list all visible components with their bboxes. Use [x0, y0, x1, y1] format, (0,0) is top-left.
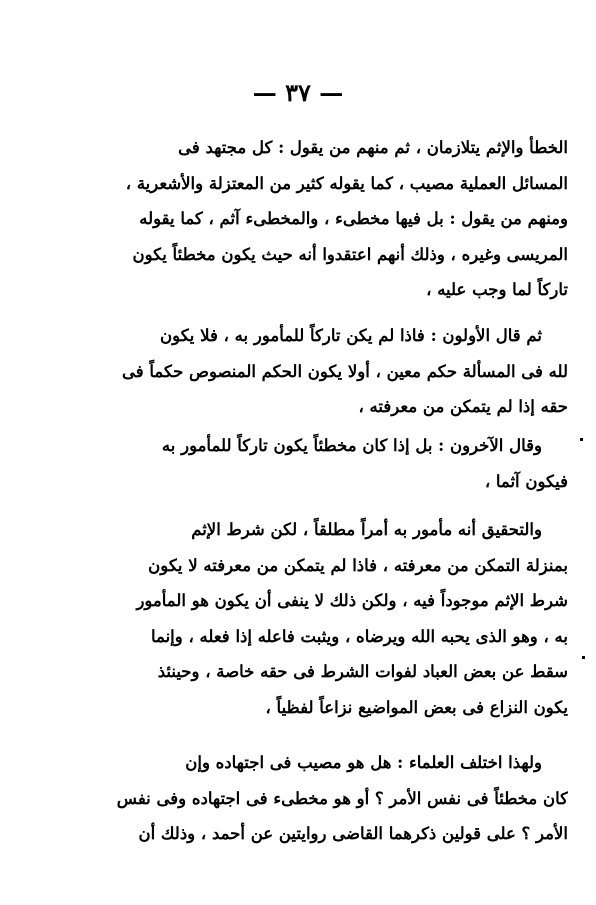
text-line: وقال الآخرون : بل إذا كان مخطئاً يكون تاركاً للمأمور به	[161, 436, 542, 455]
scan-speck	[580, 438, 583, 441]
paragraph-4	[28, 512, 568, 725]
text-line: كان مخطئاً فى نفس الأمر ؟ أو هو مخطىء فى اجتهاده وفى نفس	[116, 788, 568, 808]
text-line: بمنزلة التمكن من معرفته ، فاذا لم يتمكن من معرفته لا يكون	[148, 555, 568, 575]
scan-speck	[582, 656, 585, 659]
text-line: فيكون آثما ،	[484, 471, 568, 491]
text-line: ثم قال الأولون : فاذا لم يكن تاركاً للمأمور به ، فلا يكون	[160, 326, 542, 345]
text-line: ولهذا اختلف العلماء : هل هو مصيب فى اجتهاده وإن	[185, 753, 542, 772]
text-line: لله فى المسألة حكم معين ، أولا يكون الحكم المنصوص حكماً فى	[122, 361, 568, 381]
paragraph-1	[28, 130, 568, 308]
text-line: الخطأ والإثم يتلازمان ، ثم منهم من يقول : كل مجتهد فى	[178, 138, 568, 157]
text-line: حقه إذا لم يتمكن من معرفته ،	[358, 397, 568, 416]
page-number: — ٣٧ —	[252, 78, 344, 107]
text-line: المريسى وغيره ، وذلك أنهم اعتقدوا أنه حيث يكون مخطئاً يكون	[132, 244, 568, 264]
text-line: سقط عن بعض العباد لفوات الشرط فى حقه خاصة ، وحينئذ	[157, 662, 568, 681]
text-line: به ، وهو الذى يحبه الله ويرضاه ، ويثبت فاعله إذا فعله ، وإنما	[151, 626, 568, 646]
text-line: المسائل العملية مصيب ، كما يقوله كثير من المعتزلة والأشعرية ،	[125, 173, 568, 193]
text-line: تاركاً لما وجب عليه ،	[426, 280, 568, 299]
text-line: الأمر ؟ على قولين ذكرهما القاضى روايتين عن أحمد ، وذلك أن	[138, 824, 568, 843]
text-line: ومنهم من يقول : بل فيها مخطىء ، والمخطىء آثم ، كما يقوله	[139, 209, 568, 228]
paragraph-5	[28, 745, 568, 852]
paragraph-3	[28, 428, 568, 499]
text-line: والتحقيق أنه مأمور به أمراً مطلقاً ، لكن شرط الإثم	[191, 520, 542, 539]
paragraph-2	[28, 318, 568, 425]
text-line: يكون النزاع فى بعض المواضيع نزاعاً لفظياً ،	[265, 697, 568, 717]
text-line: شرط الإثم موجوداً فيه ، ولكن ذلك لا ينفى أن يكون هو المأمور	[136, 591, 568, 610]
